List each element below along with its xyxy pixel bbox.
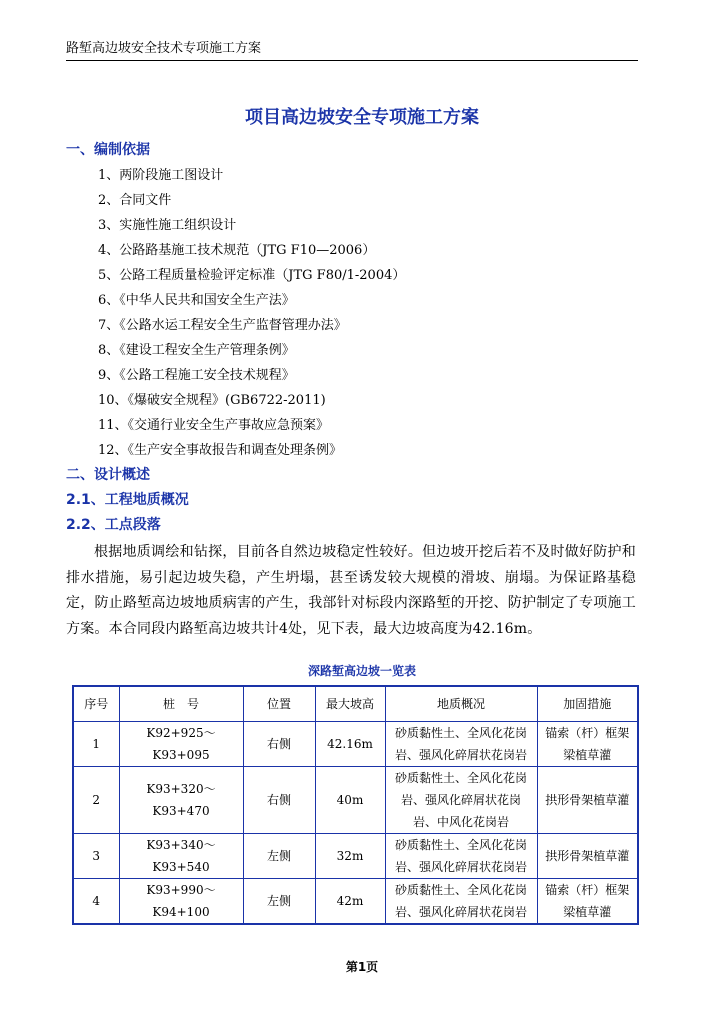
cell-index: 3 bbox=[73, 834, 119, 879]
cell-side: 右侧 bbox=[243, 767, 315, 834]
cell-geology: 砂质黏性土、全风化花岗岩、强风化碎屑状花岗岩 bbox=[385, 722, 537, 767]
table-header-row bbox=[73, 686, 638, 722]
basis-item: 10、《爆破安全规程》(GB6722-2011) bbox=[98, 393, 326, 408]
cell-geology: 砂质黏性土、全风化花岗岩、强风化碎屑状花岗岩 bbox=[385, 834, 537, 879]
basis-item: 6、《中华人民共和国安全生产法》 bbox=[98, 293, 295, 308]
document-title: 项目高边坡安全专项施工方案 bbox=[245, 107, 479, 128]
cell-geology: 砂质黏性土、全风化花岗岩、强风化碎屑状花岗岩、中风化花岗岩 bbox=[385, 767, 537, 834]
cell-reinforcement: 锚索（杆）框架梁植草灌 bbox=[537, 722, 638, 767]
body-paragraph: 根据地质调绘和钻探，目前各自然边坡稳定性较好。但边坡开挖后若不及时做好防护和排水措施，易引起边坡失稳，产生坍塌，甚至诱发较大规模的滑坡、崩塌。为保证路基稳定，防止路堑高边坡地质病害的产生，我部针对标段内深路堑的开挖、防护制定了专项施工方案。本合同段内路堑高边坡共计4处，见下表，最大边坡高度为42.16m。 bbox=[66, 544, 636, 637]
cell-reinforcement: 拱形骨架植草灌 bbox=[537, 834, 638, 879]
cell-index: 2 bbox=[73, 767, 119, 834]
col-header-reinforcement: 加固措施 bbox=[537, 686, 638, 722]
cell-reinforcement: 拱形骨架植草灌 bbox=[537, 767, 638, 834]
cell-side: 右侧 bbox=[243, 722, 315, 767]
cell-station: K93+320～K93+470 bbox=[119, 767, 243, 834]
table-row bbox=[73, 834, 638, 879]
cell-max-height: 42m bbox=[315, 879, 385, 925]
basis-item: 9、《公路工程施工安全技术规程》 bbox=[98, 368, 295, 383]
col-header-index: 序号 bbox=[73, 686, 119, 722]
slope-table bbox=[72, 685, 639, 925]
col-header-geology: 地质概况 bbox=[385, 686, 537, 722]
cell-side: 左侧 bbox=[243, 879, 315, 925]
cell-index: 4 bbox=[73, 879, 119, 925]
subsection-heading-sites: 2.2、工点段落 bbox=[66, 517, 161, 533]
document-body bbox=[66, 138, 636, 642]
basis-item: 2、合同文件 bbox=[98, 193, 172, 208]
basis-list bbox=[66, 163, 636, 463]
col-header-side: 位置 bbox=[243, 686, 315, 722]
cell-station: K92+925～K93+095 bbox=[119, 722, 243, 767]
basis-item: 12、《生产安全事故报告和调查处理条例》 bbox=[98, 443, 343, 458]
cell-reinforcement: 锚索（杆）框架梁植草灌 bbox=[537, 879, 638, 925]
basis-item: 4、公路路基施工技术规范（JTG F10—2006） bbox=[98, 243, 376, 258]
table-row bbox=[73, 879, 638, 925]
section-heading-basis: 一、编制依据 bbox=[66, 142, 150, 158]
cell-station: K93+340～K93+540 bbox=[119, 834, 243, 879]
section-heading-design: 二、设计概述 bbox=[66, 467, 150, 483]
page-number: 第1页 bbox=[345, 960, 379, 974]
table-caption: 深路堑高边坡一览表 bbox=[307, 664, 416, 678]
subsection-heading-geology: 2.1、工程地质概况 bbox=[66, 492, 189, 508]
cell-geology: 砂质黏性土、全风化花岗岩、强风化碎屑状花岗岩 bbox=[385, 879, 537, 925]
cell-side: 左侧 bbox=[243, 834, 315, 879]
cell-max-height: 42.16m bbox=[315, 722, 385, 767]
table-row bbox=[73, 722, 638, 767]
basis-item: 5、公路工程质量检验评定标准（JTG F80/1-2004） bbox=[98, 268, 406, 283]
page-header: 路堑高边坡安全技术专项施工方案 bbox=[66, 40, 638, 61]
basis-item: 7、《公路水运工程安全生产监督管理办法》 bbox=[98, 318, 347, 333]
cell-max-height: 32m bbox=[315, 834, 385, 879]
basis-item: 3、实施性施工组织设计 bbox=[98, 218, 237, 233]
col-header-max-height: 最大坡高 bbox=[315, 686, 385, 722]
basis-item: 8、《建设工程安全生产管理条例》 bbox=[98, 343, 295, 358]
cell-index: 1 bbox=[73, 722, 119, 767]
cell-station: K93+990～K94+100 bbox=[119, 879, 243, 925]
table-row bbox=[73, 767, 638, 834]
col-header-station: 桩 号 bbox=[119, 686, 243, 722]
cell-max-height: 40m bbox=[315, 767, 385, 834]
basis-item: 1、两阶段施工图设计 bbox=[98, 168, 224, 183]
table-body bbox=[73, 722, 638, 925]
basis-item: 11、《交通行业安全生产事故应急预案》 bbox=[98, 418, 330, 433]
